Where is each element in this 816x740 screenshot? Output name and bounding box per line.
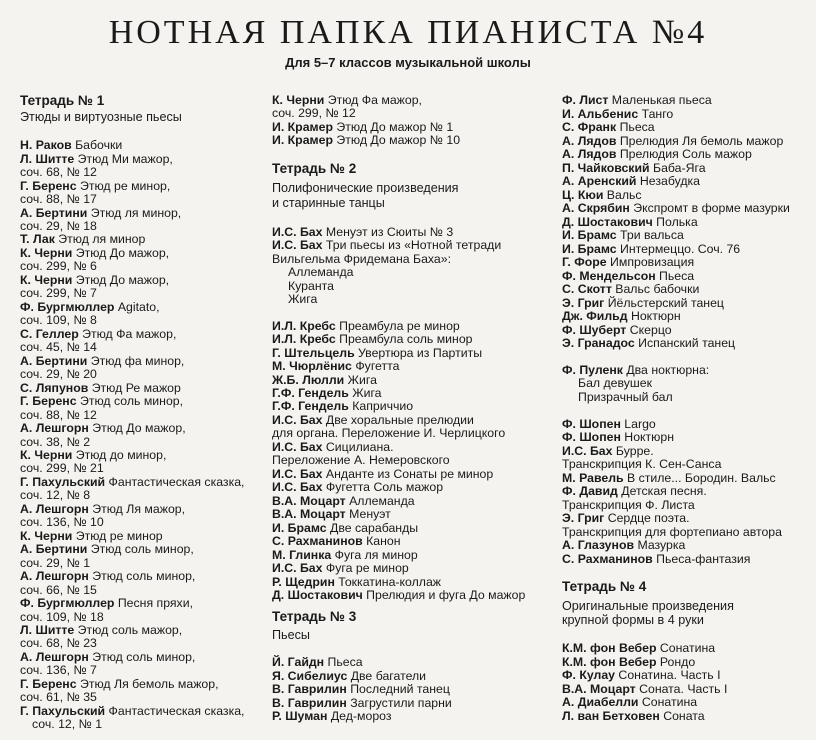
work-title: Бабочки [71, 138, 123, 152]
composer-name: С. Франк [562, 120, 617, 134]
composer-name: Г. Пахульский [20, 704, 106, 718]
continuation-line: соч. 109, № 8 [20, 313, 97, 327]
composition-entry [562, 337, 735, 350]
composition-entry [562, 94, 712, 107]
composition-entry [562, 283, 699, 296]
composer-name: Я. Сибелиус [272, 669, 348, 683]
composer-name: Ф. Лист [562, 93, 609, 107]
sub-item: Аллеманда [288, 265, 354, 279]
sub-item: Жига [288, 292, 318, 306]
work-title: Сонатина [638, 695, 698, 709]
composer-name: Г. Форе [562, 255, 607, 269]
notebook-heading: Тетрадь № 2 [272, 161, 357, 176]
composer-name: С. Рахманинов [562, 552, 653, 566]
composer-name: Р. Шуман [272, 709, 328, 723]
continuation-line: для органа. Переложение И. Черлицкого [272, 426, 506, 440]
composer-name: И. Крамер [272, 120, 333, 134]
work-title: Жига [344, 373, 377, 387]
composer-name: С. Скотт [562, 282, 612, 296]
composer-name: Ф. Кулау [562, 668, 616, 682]
work-title: Увертюра из Партиты [354, 346, 483, 360]
work-title: Ноктюрн [620, 430, 675, 444]
sub-item: Куранта [288, 279, 334, 293]
composition-entry [562, 512, 690, 525]
work-title: Полька [652, 215, 698, 229]
composer-name: И.С. Бах [272, 467, 323, 481]
composer-name: М. Чюрлёнис [272, 359, 352, 373]
composition-entry [272, 535, 401, 548]
work-title: Баба-Яга [649, 161, 706, 175]
composition-entry [562, 485, 707, 498]
composer-name: С. Геллер [20, 327, 79, 341]
continuation-line: соч. 12, № 8 [20, 488, 91, 502]
continuation-line: соч. 29, № 20 [20, 367, 97, 381]
work-title: Менуэт из Сюиты № 3 [322, 225, 454, 239]
composition-entry [20, 233, 145, 246]
composer-name: И.Л. Кребс [272, 319, 336, 333]
work-title: Преамбула ре минор [335, 319, 460, 333]
work-title: Прелюдия и фуга До мажор [362, 588, 526, 602]
work-title: В стиле... Бородин. Вальс [623, 471, 776, 485]
work-title: Интермеццо. Соч. 76 [616, 242, 741, 256]
work-title: Рондо [656, 655, 696, 669]
continuation-line: Транскрипция Ф. Листа [562, 498, 695, 512]
composition-entry [562, 642, 715, 655]
composition-entry [562, 553, 750, 566]
composer-name: И. Крамер [272, 133, 333, 147]
composer-name: К. Черни [20, 246, 73, 260]
work-title: Фуга ре минор [322, 561, 409, 575]
composer-name: Г. Штельцель [272, 346, 355, 360]
work-title: Этюд соль минор, [87, 542, 194, 556]
work-title: Скерцо [626, 323, 672, 337]
work-title: Фуга ля минор [331, 548, 418, 562]
work-title: Три вальса [616, 228, 684, 242]
work-title: Два ноктюрна: [622, 363, 710, 377]
work-title: Последний танец [346, 682, 450, 696]
work-title: Этюд Ля бемоль мажор, [76, 677, 219, 691]
notebook-description: крупной формы в 4 руки [562, 613, 704, 627]
composer-name: Т. Лак [20, 232, 55, 246]
work-title: Сицилиана. [322, 440, 394, 454]
work-title: Анданте из Сонаты ре минор [322, 467, 494, 481]
composer-name: А. Бертини [20, 542, 88, 556]
work-title: Вальс бабочки [611, 282, 700, 296]
work-title: Agitato, [114, 300, 160, 314]
work-title: Этюд Ми мажор, [74, 152, 173, 166]
composer-name: Ф. Шопен [562, 417, 621, 431]
work-title: Этюд соль минор, [88, 650, 196, 664]
composer-name: А. Диабелли [562, 695, 639, 709]
work-title: Испанский танец [634, 336, 736, 350]
notebook-description: Пьесы [272, 628, 310, 642]
composer-name: И.С. Бах [272, 440, 323, 454]
continuation-line: соч. 12, № 1 [32, 717, 103, 731]
composition-entry [272, 710, 392, 723]
composer-name: А. Глазунов [562, 538, 635, 552]
work-title: Дед-мороз [327, 709, 392, 723]
notebook-description: Полифонические произведения [272, 181, 459, 195]
work-title: Танго [638, 107, 674, 121]
composer-name: Э. Гранадос [562, 336, 635, 350]
composition-entry [20, 395, 183, 408]
composer-name: К. Черни [20, 448, 73, 462]
work-title: Менуэт [345, 507, 391, 521]
composer-name: И.С. Бах [272, 238, 323, 252]
continuation-line: соч. 299, № 7 [20, 286, 97, 300]
work-title: Этюд ля минор, [87, 206, 182, 220]
work-title: Две багатели [347, 669, 427, 683]
continuation-line: соч. 109, № 18 [20, 610, 104, 624]
composer-name: Ф. Шуберт [562, 323, 627, 337]
composition-entry [562, 256, 694, 269]
composer-name: И. Брамс [562, 242, 617, 256]
composition-entry [562, 696, 697, 709]
composer-name: И.Л. Кребс [272, 332, 336, 346]
notebook-description: Этюды и виртуозные пьесы [20, 110, 182, 124]
continuation-line: соч. 136, № 10 [20, 515, 104, 529]
work-title: Этюд до минор, [72, 448, 167, 462]
notebook-heading: Тетрадь № 4 [562, 579, 647, 594]
composer-name: А. Лешгорн [20, 569, 89, 583]
continuation-line: соч. 68, № 12 [20, 165, 97, 179]
work-title: Две хоральные прелюдии [322, 413, 474, 427]
composition-entry [272, 333, 473, 346]
continuation-line: соч. 29, № 1 [20, 556, 91, 570]
work-title: Фантастическая сказка, [105, 704, 245, 718]
work-title: Largo [620, 417, 656, 431]
work-title: Аллеманда [345, 494, 415, 508]
work-title: Этюд соль минор, [88, 569, 196, 583]
work-title: Экспромт в форме мазурки [629, 201, 790, 215]
composer-name: И.С. Бах [272, 480, 323, 494]
composer-name: А. Лядов [562, 134, 617, 148]
composer-name: Л. ван Бетховен [562, 709, 660, 723]
composer-name: Ф. Мендельсон [562, 269, 656, 283]
work-title: Этюд До мажор, [88, 421, 186, 435]
work-title: Прелюдия Ля бемоль мажор [616, 134, 784, 148]
composer-name: Л. Шитте [20, 623, 75, 637]
page-title: НОТНАЯ ПАПКА ПИАНИСТА №4 [108, 14, 708, 51]
composer-name: А. Бертини [20, 354, 88, 368]
composition-entry [562, 310, 681, 323]
work-title: Преамбула соль минор [335, 332, 473, 346]
work-title: Песня пряхи, [114, 596, 193, 610]
composer-name: А. Лядов [562, 147, 617, 161]
composer-name: Ф. Давид [562, 484, 618, 498]
composer-name: В.А. Моцарт [272, 494, 346, 508]
composer-name: В. Гаврилин [272, 696, 347, 710]
continuation-line: соч. 61, № 35 [20, 690, 97, 704]
continuation-line: соч. 88, № 17 [20, 192, 97, 206]
composer-name: И. Альбенис [562, 107, 639, 121]
composer-name: И.С. Бах [272, 225, 323, 239]
continuation-line: Транскрипция для фортепиано автора [562, 525, 782, 539]
composer-name: К. Черни [272, 93, 325, 107]
page-subtitle: Для 5–7 классов музыкальной школы [285, 55, 531, 70]
work-title: Этюд До мажор № 1 [332, 120, 454, 134]
composer-name: С. Ляпунов [20, 381, 89, 395]
composer-name: А. Скрябин [562, 201, 630, 215]
continuation-line: соч. 68, № 23 [20, 636, 97, 650]
work-title: Канон [362, 534, 401, 548]
composition-entry [272, 656, 363, 669]
work-title: Детская песня. [617, 484, 707, 498]
composition-entry [562, 148, 752, 161]
composer-name: А. Лешгорн [20, 421, 89, 435]
work-title: Этюд ре минор, [76, 179, 171, 193]
composer-name: Н. Раков [20, 138, 72, 152]
work-title: Этюд Ля мажор, [88, 502, 186, 516]
continuation-line: Вильгельма Фридемана Баха»: [272, 252, 452, 266]
composer-name: Й. Гайдн [272, 655, 325, 669]
composition-entry [272, 683, 450, 696]
work-title: Пьеса-фантазия [652, 552, 751, 566]
work-title: Этюд фа минор, [87, 354, 185, 368]
composer-name: В.А. Моцарт [272, 507, 346, 521]
notebook-heading: Тетрадь № 3 [272, 609, 357, 624]
composer-name: Г.Ф. Гендель [272, 399, 349, 413]
work-title: Этюд ля минор [54, 232, 146, 246]
work-title: Сонатина [656, 641, 716, 655]
work-title: Каприччио [348, 399, 414, 413]
work-title: Прелюдия Соль мажор [616, 147, 752, 161]
composer-name: Д. Шостакович [562, 215, 653, 229]
work-title: Мазурка [634, 538, 686, 552]
composer-name: Э. Григ [562, 296, 605, 310]
composition-entry [562, 202, 790, 215]
composer-name: И.С. Бах [562, 444, 613, 458]
composition-entry [272, 589, 525, 602]
composer-name: Г. Пахульский [20, 475, 106, 489]
composer-name: М. Равель [562, 471, 624, 485]
composer-name: П. Чайковский [562, 161, 650, 175]
work-title: Вальс [603, 188, 642, 202]
continuation-line: соч. 29, № 18 [20, 219, 97, 233]
continuation-line: соч. 299, № 6 [20, 259, 97, 273]
composer-name: И. Брамс [272, 521, 327, 535]
composer-name: К.М. фон Вебер [562, 641, 657, 655]
composition-entry [562, 710, 705, 723]
work-title: Этюд соль минор, [76, 394, 184, 408]
continuation-line: соч. 88, № 12 [20, 408, 97, 422]
composer-name: Ф. Шопен [562, 430, 621, 444]
composition-entry [272, 134, 460, 147]
composition-entry [562, 175, 700, 188]
continuation-line: соч. 66, № 15 [20, 583, 97, 597]
continuation-line: Транскрипция К. Сен-Санса [562, 457, 722, 471]
work-title: Этюд Ре мажор [88, 381, 181, 395]
composer-name: Г. Беренс [20, 394, 77, 408]
composer-name: А. Лешгорн [20, 650, 89, 664]
composition-entry [272, 400, 413, 413]
continuation-line: соч. 38, № 2 [20, 435, 91, 449]
work-title: Фугетта Соль мажор [322, 480, 444, 494]
work-title: Этюд Фа мажор, [324, 93, 422, 107]
composer-name: Г. Беренс [20, 179, 77, 193]
work-title: Жига [348, 386, 382, 400]
composer-name: Ф. Бургмюллер [20, 596, 115, 610]
continuation-line: Переложение А. Немеровского [272, 453, 450, 467]
composition-entry [562, 669, 721, 682]
continuation-line: соч. 136, № 7 [20, 663, 97, 677]
work-title: Фугетта [351, 359, 400, 373]
work-title: Сердце поэта. [604, 511, 690, 525]
work-title: Соната. Часть I [635, 682, 728, 696]
work-title: Йёльстерский танец [604, 296, 724, 310]
composer-name: Дж. Фильд [562, 309, 628, 323]
composition-entry [20, 543, 194, 556]
sub-item: Призрачный бал [578, 390, 673, 404]
composer-name: В.А. Моцарт [562, 682, 636, 696]
composer-name: И. Брамс [562, 228, 617, 242]
work-title: Ноктюрн [627, 309, 681, 323]
composer-name: С. Рахманинов [272, 534, 363, 548]
work-title: Пьеса [655, 269, 695, 283]
work-title: Соната [659, 709, 705, 723]
composer-name: К.М. фон Вебер [562, 655, 657, 669]
composer-name: Л. Шитте [20, 152, 75, 166]
composer-name: М. Глинка [272, 548, 332, 562]
work-title: Незабудка [636, 174, 701, 188]
work-title: Пьеса [324, 655, 363, 669]
composer-name: И.С. Бах [272, 413, 323, 427]
notebook-description: Оригинальные произведения [562, 599, 734, 613]
work-title: Маленькая пьеса [608, 93, 712, 107]
sub-item: Бал девушек [578, 376, 653, 390]
work-title: Две сарабанды [326, 521, 419, 535]
composer-name: И.С. Бах [272, 561, 323, 575]
composition-entry [272, 360, 399, 373]
composer-name: Ж.Б. Люлли [272, 373, 345, 387]
composer-name: А. Аренский [562, 174, 637, 188]
composition-entry [20, 597, 193, 610]
work-title: Импровизация [606, 255, 695, 269]
composer-name: Г. Беренс [20, 677, 77, 691]
composition-entry [272, 239, 501, 252]
work-title: Этюд соль мажор, [74, 623, 183, 637]
composer-name: Ф. Бургмюллер [20, 300, 115, 314]
notebook-description: и старинные танцы [272, 196, 385, 210]
work-title: Фантастическая сказка, [105, 475, 245, 489]
composer-name: А. Бертини [20, 206, 88, 220]
work-title: Пьеса [616, 120, 655, 134]
composer-name: А. Лешгорн [20, 502, 89, 516]
composition-entry [562, 431, 674, 444]
work-title: Сонатина. Часть I [615, 668, 721, 682]
composer-name: К. Черни [20, 529, 73, 543]
composition-entry [20, 139, 122, 152]
composition-entry [272, 481, 443, 494]
work-title: Этюд До мажор, [72, 246, 170, 260]
continuation-line: соч. 299, № 21 [20, 461, 104, 475]
work-title: Три пьесы из «Нотной тетради [322, 238, 502, 252]
continuation-line: соч. 45, № 14 [20, 340, 97, 354]
work-title: Этюд ре минор [72, 529, 163, 543]
composer-name: Г.Ф. Гендель [272, 386, 349, 400]
continuation-line: соч. 299, № 12 [272, 106, 356, 120]
composition-entry [562, 121, 655, 134]
composer-name: Э. Григ [562, 511, 605, 525]
composer-name: Р. Щедрин [272, 575, 335, 589]
work-title: Бурре. [612, 444, 654, 458]
composition-entry [20, 422, 186, 435]
composition-entry [272, 508, 391, 521]
composer-name: В. Гаврилин [272, 682, 347, 696]
work-title: Этюд До мажор, [72, 273, 170, 287]
work-title: Этюд До мажор № 10 [332, 133, 461, 147]
composer-name: К. Черни [20, 273, 73, 287]
composition-entry [562, 539, 685, 552]
composer-name: Ц. Кюи [562, 188, 604, 202]
work-title: Загрустили парни [346, 696, 452, 710]
composer-name: Д. Шостакович [272, 588, 363, 602]
notebook-heading: Тетрадь № 1 [20, 93, 105, 108]
composition-entry [272, 562, 409, 575]
composition-entry [562, 229, 684, 242]
work-title: Токкатина-коллаж [334, 575, 442, 589]
composer-name: Ф. Пуленк [562, 363, 623, 377]
work-title: Этюд Фа мажор, [78, 327, 177, 341]
composition-entry [20, 570, 195, 583]
